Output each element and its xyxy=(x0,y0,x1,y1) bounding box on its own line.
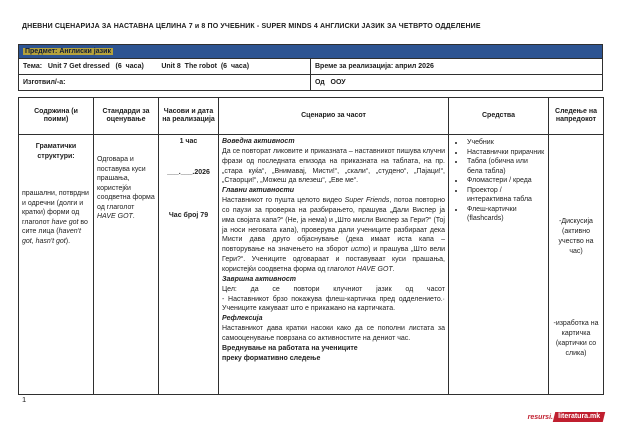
progress-card-making: -изработка на картичка (картички со слика) xyxy=(553,320,599,357)
lesson-duration: 1 час xyxy=(179,138,198,145)
hours-cell xyxy=(159,135,219,395)
list-item: • Табла (обична или бела табла) xyxy=(465,157,545,176)
subject-label: Предмет: Англиски јазик xyxy=(25,48,111,55)
scenario-heading-main: Главни активности xyxy=(222,187,295,195)
scenario-intro-text: Да се повторат ликовите и приказната – наставникот пишува клучни фрази од последната епизода на приказната на таблата, на пр. „стара куќа“, „Внимавај, Мисти!“, „скали“, „студено“, „Пајаци!“, „Стаорци!“, „Можеш да влезеш“, „Еве ме“. xyxy=(222,147,445,185)
scenario-evaluation-line1: Вреднување на работата на учениците xyxy=(222,344,358,352)
list-item: • Проектор / интерактивна табла xyxy=(465,186,545,205)
header-resources: Средства xyxy=(449,98,549,135)
standards-text: Одговара и поставува куси прашања, користејќи соодветна форма од глаголот HAVE GOT. xyxy=(97,156,155,220)
list-item: • Фломастери / креда xyxy=(465,176,545,186)
resources-list xyxy=(452,138,545,224)
lesson-plan-table xyxy=(18,97,604,395)
page-number: 1 xyxy=(22,395,27,404)
logo-box-text: literatura.mk xyxy=(558,413,601,420)
lesson-number: Час број 79 xyxy=(168,212,209,219)
scenario-cell xyxy=(219,135,449,395)
list-item: • Учебник xyxy=(465,138,545,148)
scenario-main-text: Наставникот го пушта целото видео Super Friends, потоа повторно со паузи за проверка на разбирањето, прашува „Дали Виспер ја има својата капа?“ (Не, ја нема) и „Што мисли Виспер за Гери?“ (Тој ја носи неговата капа), проверува дали учениците разбираат дека Мисти дава друго објаснување (дека имаат иста капа – повторување на значењето на зборот исто) и прашува „Што вели Гери?“. Учениците одговараат и поставуваат куси прашања, користејќи соодветна форма од глаголот HAVE GOT. xyxy=(222,197,445,273)
progress-cell xyxy=(549,135,604,395)
publisher-logo xyxy=(528,412,604,422)
header-content: Содржина (и поими) xyxy=(19,98,94,135)
author-row xyxy=(19,75,603,91)
subject-row xyxy=(19,45,603,59)
theme-row xyxy=(19,59,603,75)
time-label: Време за реализација: април 2026 xyxy=(311,59,603,75)
document-title: ДНЕВНИ СЦЕНАРИЈА ЗА НАСТАВНА ЦЕЛИНА 7 и 8 ПО УЧЕБНИК - SUPER MINDS 4 АНГЛИСКИ ЈАЗИК ЗА ЧЕТВРТО ОДДЕЛЕНИЕ xyxy=(22,23,481,30)
content-cell xyxy=(19,135,94,395)
logo-prefix-text: resursi. xyxy=(527,413,553,421)
resources-cell xyxy=(449,135,549,395)
progress-discussion: -Дискусија (активно учество на час) xyxy=(558,218,594,255)
table-body-row xyxy=(19,135,604,395)
theme-label: Тема: Unit 7 Get dressed (6 часа) Unit 8 The robot (6 часа) xyxy=(19,59,311,75)
header-progress: Следење на напредокот xyxy=(549,98,604,135)
header-standards: Стандарди за оценување xyxy=(94,98,159,135)
scenario-reflection-text: Наставникот дава кратки насоки како да се пополни листата за самооценување поврзана со активностите на дениот час. xyxy=(222,325,445,342)
scenario-heading-intro: Воведна активност xyxy=(222,138,295,145)
subject-cell xyxy=(19,45,603,59)
school-label: Од ООУ xyxy=(311,75,603,91)
logo-box xyxy=(553,412,606,422)
scenario-final-text: - Наставникот брзо покажува флеш-картичка пред одделението.· Учениците кажуваат што е прикажано на картичката. xyxy=(222,295,445,313)
list-item: • Наставнички прирачник xyxy=(465,148,545,158)
scenario-heading-reflection: Рефлексија xyxy=(222,315,263,323)
standards-cell xyxy=(94,135,159,395)
scenario-heading-final: Завршна активност xyxy=(222,275,296,283)
scenario-evaluation-line2: преку формативно следење xyxy=(222,354,321,362)
info-table xyxy=(18,44,603,91)
content-heading: Граматички структури: xyxy=(35,143,77,160)
lesson-date-placeholder: ___.___.2026 xyxy=(167,169,210,176)
header-hours: Часови и дата на реализација xyxy=(159,98,219,135)
author-label: Изготвил/-а: xyxy=(19,75,311,91)
table-header-row xyxy=(19,98,604,135)
content-grammar-forms: прашални, потврдни и одречни (долги и кратки) форми од глаголот have got во сите лица (haven't got, hasn't got). xyxy=(22,190,89,245)
header-scenario: Сценарио за часот xyxy=(219,98,449,135)
scenario-final-goal: Цел: да се повтори клучниот јазик од часот xyxy=(222,285,445,293)
list-item: • Флеш-картички (flashcards) xyxy=(465,205,545,224)
